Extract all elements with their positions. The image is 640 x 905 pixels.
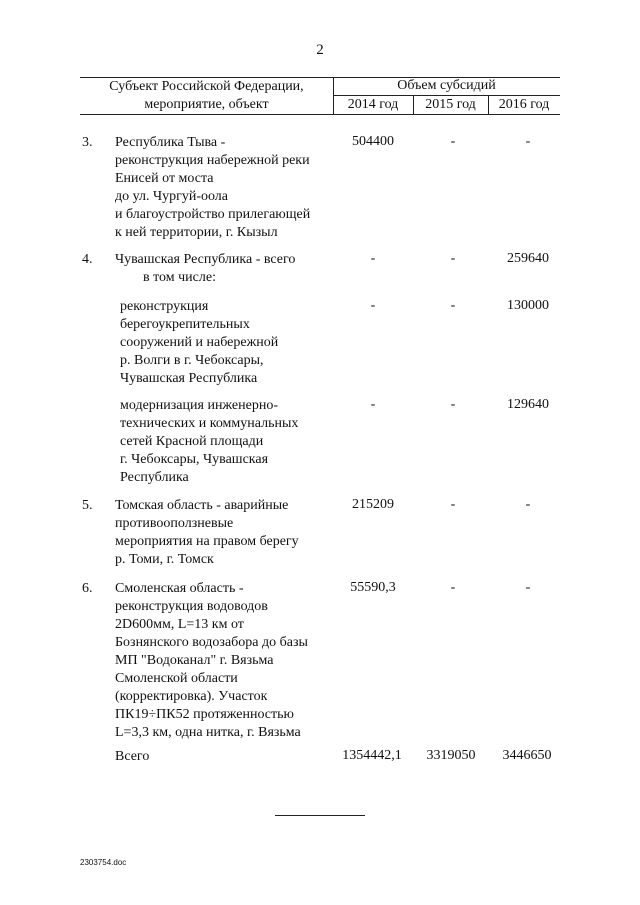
- value-2014: -: [370, 251, 376, 266]
- total-label: Всего: [115, 749, 150, 764]
- value-2015: -: [450, 251, 456, 266]
- value-2016: 130000: [507, 298, 549, 313]
- value-2014: 55590,3: [350, 580, 396, 595]
- row-description: Томская область - аварийные противооползневые мероприятия на правом берегу р. Томи, г. Томск: [115, 498, 299, 567]
- header-year-2015: 2015 год: [425, 97, 476, 112]
- value-2015: -: [450, 397, 456, 412]
- footer-doc-code: 2303754.doc: [80, 858, 127, 867]
- total-2016: 3446650: [502, 748, 552, 763]
- value-2014: -: [370, 397, 376, 412]
- value-2014: 215209: [352, 497, 394, 512]
- value-2015: -: [450, 298, 456, 313]
- value-2015: -: [450, 580, 456, 595]
- header-subject-line1: Субъект Российской Федерации,: [109, 79, 304, 94]
- value-2014: 504400: [352, 134, 394, 149]
- header-year-2016: 2016 год: [498, 97, 550, 112]
- header-bottom-rule: [80, 114, 560, 115]
- row-number: 6.: [82, 581, 93, 596]
- value-2015: -: [450, 134, 456, 149]
- header-subject-line2: мероприятие, объект: [144, 97, 269, 112]
- row-number: 4.: [82, 252, 93, 267]
- header-mid-rule: [333, 95, 560, 96]
- total-2014: 1354442,1: [342, 748, 402, 763]
- value-2016: 129640: [507, 397, 549, 412]
- row-description: Республика Тыва - реконструкция набережной реки Енисей от моста до ул. Чургуй-оола и благоустройство прилегающей к ней территории, г. Кызыл: [115, 135, 311, 240]
- header-volume: Объем субсидий: [397, 78, 496, 93]
- row-number: 5.: [82, 498, 93, 513]
- value-2014: -: [370, 298, 376, 313]
- total-2015: 3319050: [426, 748, 476, 763]
- value-2016: -: [525, 580, 531, 595]
- row-description: Смоленская область - реконструкция водоводов 2D600мм, L=13 км от Бознянского водозабора до базы МП "Водоканал" г. Вязьма Смоленской области (корректировка). Участок ПК19÷ПК52 протяженностью L=3,3 км, одна нитка, г. Вязьма: [115, 581, 308, 740]
- row-description: модернизация инженерно- технических и коммунальных сетей Красной площади г. Чебоксары, Чувашская Республика: [120, 398, 299, 485]
- value-2015: -: [450, 497, 456, 512]
- header-year-2014: 2014 год: [347, 97, 399, 112]
- row-description: реконструкция берегоукрепительных сооружений и набережной р. Волги в г. Чебоксары, Чувашская Республика: [120, 299, 279, 386]
- page-number: 2: [316, 42, 324, 58]
- value-2016: -: [525, 497, 531, 512]
- row-number: 3.: [82, 135, 93, 150]
- closing-rule: [275, 815, 365, 816]
- row-description: Чувашская Республика - всего в том числе:: [115, 252, 296, 285]
- value-2016: -: [525, 134, 531, 149]
- value-2016: 259640: [507, 251, 549, 266]
